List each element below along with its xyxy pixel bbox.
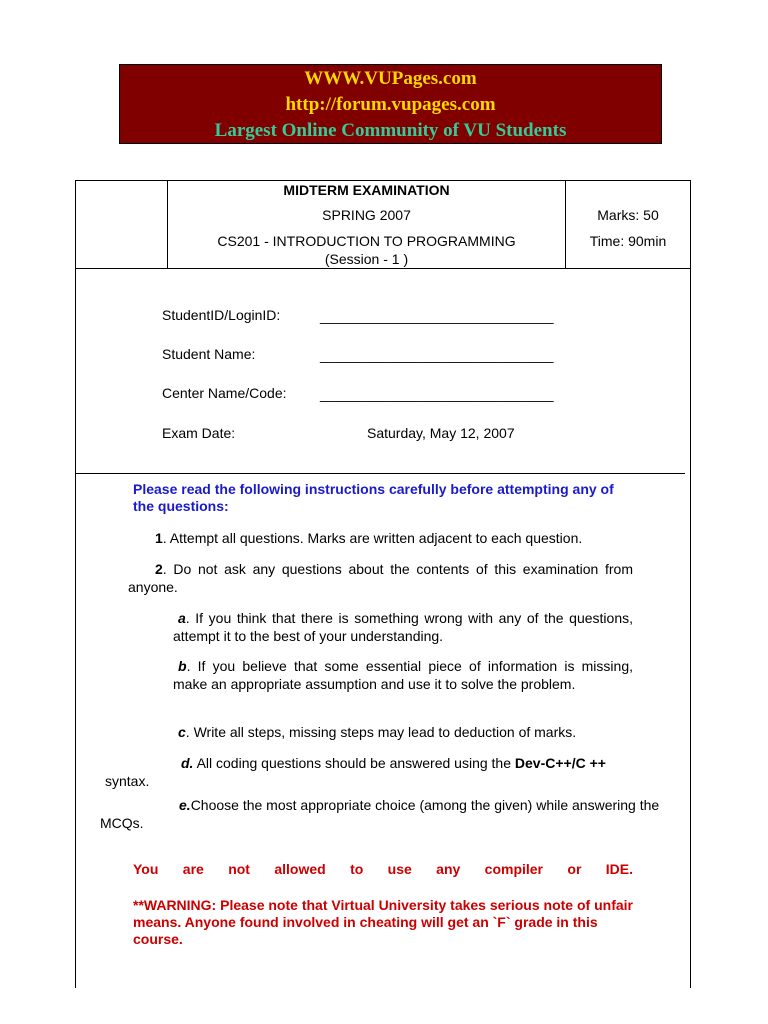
instruction-a xyxy=(173,609,633,645)
compiler-warning xyxy=(133,861,633,877)
instruction-d-text: All coding questions should be answered using the xyxy=(193,755,515,771)
instruction-d xyxy=(105,754,640,790)
header-divider-2 xyxy=(565,180,566,268)
banner-forum-url: http://forum.vupages.com xyxy=(285,94,496,115)
course-title: CS201 - INTRODUCTION TO PROGRAMMING xyxy=(217,233,516,249)
student-id-blank: ______________________________ xyxy=(320,308,554,324)
compiler-word: compiler xyxy=(484,861,544,877)
center-code-blank: ______________________________ xyxy=(320,386,554,402)
exam-date-label: Exam Date: xyxy=(162,425,236,441)
header-right-border xyxy=(690,180,691,268)
exam-marks: Marks: 50 xyxy=(597,207,659,223)
instruction-a-letter: a xyxy=(178,610,186,626)
instruction-c xyxy=(178,723,633,741)
page-left-border xyxy=(75,474,76,988)
instruction-2 xyxy=(128,560,633,596)
instruction-b-letter: b xyxy=(178,658,187,674)
instruction-1-text: . Attempt all questions. Marks are written adjacent to each question. xyxy=(162,530,583,546)
compiler-word: You xyxy=(133,861,159,877)
compiler-word: IDE. xyxy=(605,861,633,877)
compiler-word: are xyxy=(182,861,204,877)
instruction-d-syntax: Dev-C++/C ++ xyxy=(514,755,606,771)
info-box-left-border xyxy=(75,268,76,474)
exam-session: (Session - 1 ) xyxy=(324,251,409,267)
instruction-2-number: 2 xyxy=(155,561,163,577)
compiler-word: or xyxy=(567,861,582,877)
banner-site-url: WWW.VUPages.com xyxy=(304,68,477,89)
instruction-d-tail: syntax. xyxy=(105,773,150,789)
compiler-word: use xyxy=(387,861,412,877)
cheating-warning: **WARNING: Please note that Virtual University takes serious note of unfair means. Anyone found involved in cheating will get an `F` grade in this course. xyxy=(133,897,633,947)
exam-title: MIDTERM EXAMINATION xyxy=(283,182,450,198)
section-separator xyxy=(75,473,685,474)
page-right-border xyxy=(690,474,691,988)
compiler-word: any xyxy=(436,861,461,877)
site-banner xyxy=(119,64,662,144)
student-name-label: Student Name: xyxy=(162,346,256,362)
compiler-word: to xyxy=(350,861,364,877)
instruction-e-text: Choose the most appropriate choice (among the given) while answering the MCQs. xyxy=(100,797,660,831)
student-id-label: StudentID/LoginID: xyxy=(162,307,281,323)
header-bottom-border xyxy=(75,268,690,269)
instruction-b xyxy=(173,657,633,693)
compiler-word: allowed xyxy=(274,861,326,877)
instruction-b-text: . If you believe that some essential piece of information is missing, make an appropriate assumption and use it to solve the problem. xyxy=(173,658,633,692)
instruction-e-letter: e. xyxy=(179,797,191,813)
exam-date-value: Saturday, May 12, 2007 xyxy=(367,425,515,441)
instruction-c-text: . Write all steps, missing steps may lead to deduction of marks. xyxy=(185,724,577,740)
banner-tagline: Largest Online Community of VU Students xyxy=(214,120,567,141)
center-code-label: Center Name/Code: xyxy=(162,385,287,401)
header-left-border xyxy=(75,180,76,268)
info-box-right-border xyxy=(690,268,691,474)
compiler-word: not xyxy=(228,861,250,877)
exam-time: Time: 90min xyxy=(589,233,667,249)
instruction-a-text: . If you think that there is something wrong with any of the questions, attempt it to the best of your understanding. xyxy=(173,610,633,644)
instruction-c-letter: c xyxy=(178,724,186,740)
instructions-heading: Please read the following instructions carefully before attempting any of the questions: xyxy=(133,481,614,514)
instruction-e xyxy=(100,796,675,832)
student-name-blank: ______________________________ xyxy=(320,347,554,363)
exam-semester: SPRING 2007 xyxy=(322,207,411,223)
instruction-2-text: . Do not ask any questions about the contents of this examination from anyone. xyxy=(128,561,633,595)
instruction-d-letter: d. xyxy=(181,755,194,771)
instruction-1-number: 1 xyxy=(155,530,163,546)
instruction-1 xyxy=(155,529,635,547)
